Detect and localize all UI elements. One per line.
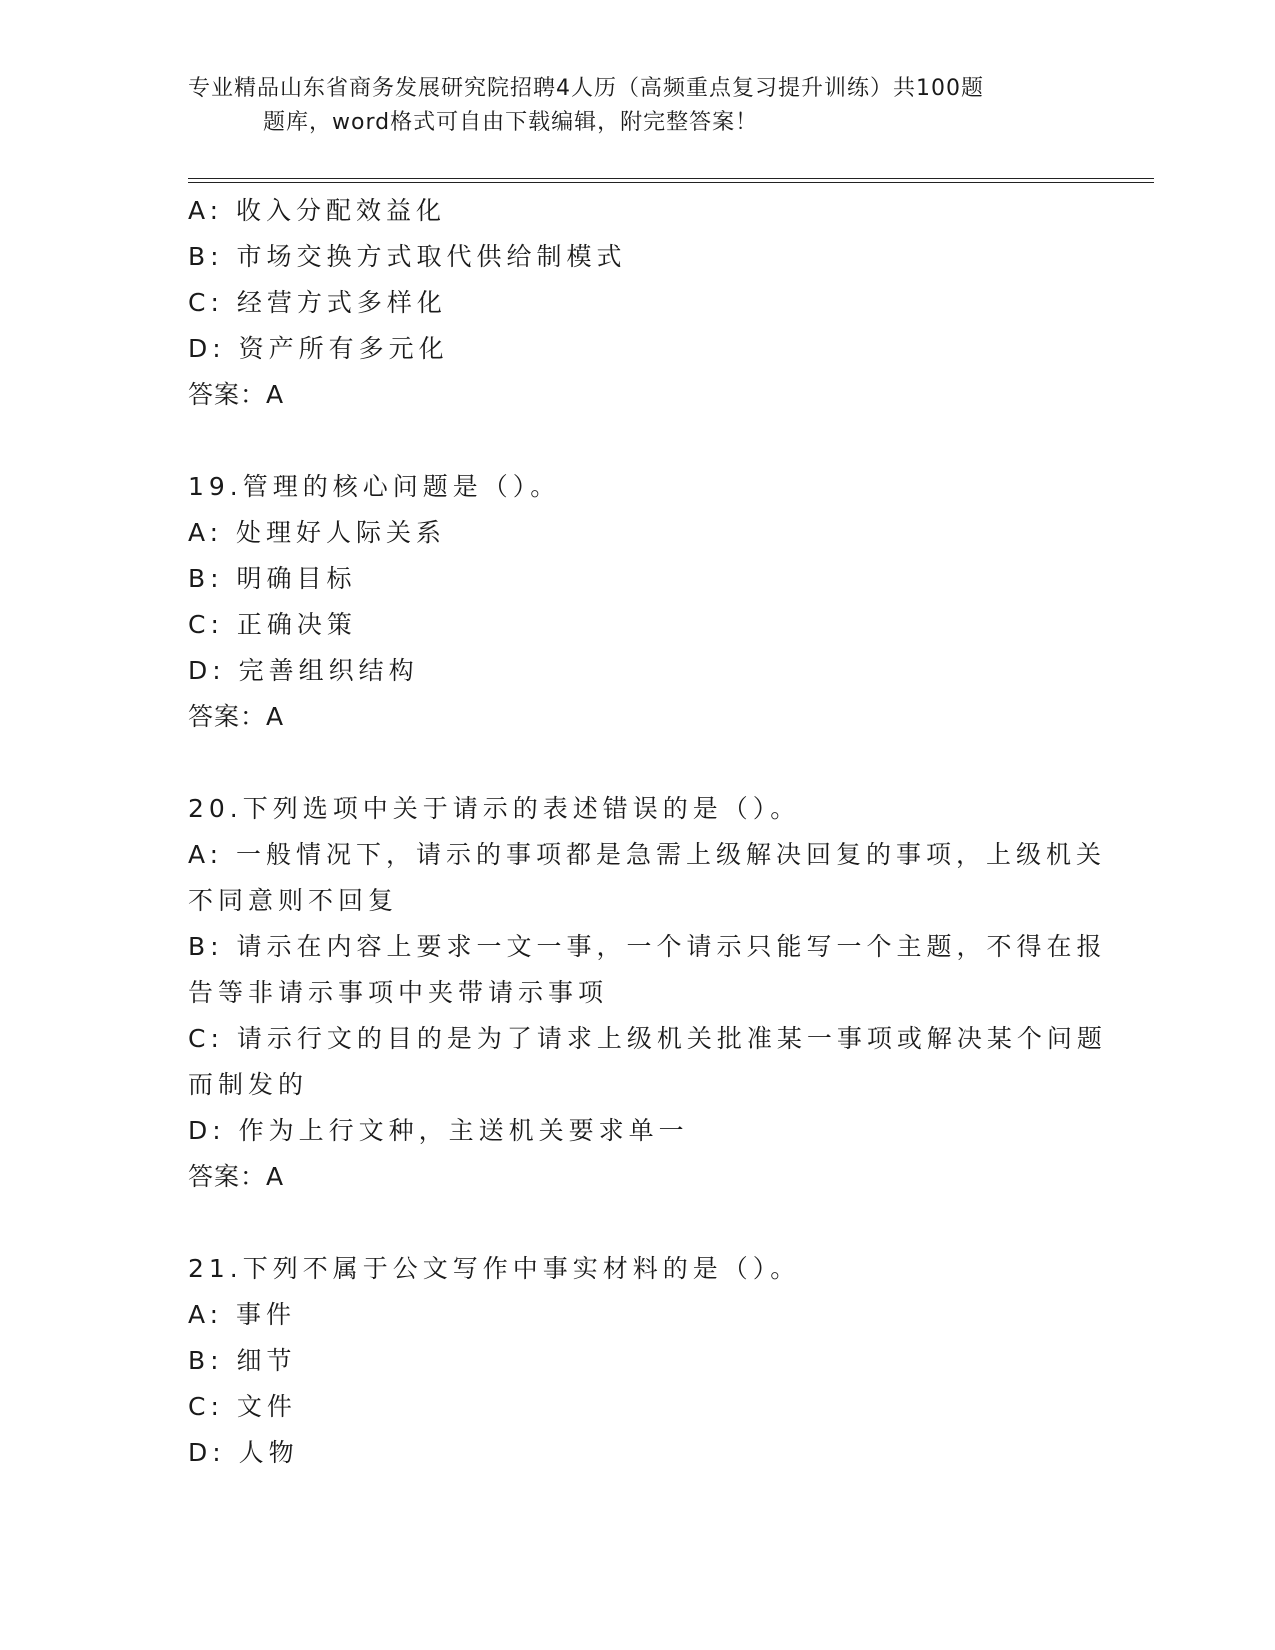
option-c-line1: C: 请示行文的目的是为了请求上级机关批准某一事项或解决某个问题 <box>188 1024 1107 1053</box>
option-b-line2: 告等非请示事项中夹带请示事项 <box>188 978 609 1007</box>
option-a: A: 事件 <box>188 1300 297 1329</box>
spacer <box>188 418 1088 464</box>
option-d: D: 作为上行文种，主送机关要求单一 <box>188 1116 689 1145</box>
question-20 <box>188 786 1107 1200</box>
document-body <box>188 188 1107 1476</box>
option-c: C: 文件 <box>188 1392 297 1421</box>
header-title-line1: 专业精品山东省商务发展研究院招聘4人历（高频重点复习提升训练）共100题 <box>188 76 984 101</box>
option-b: B: 细节 <box>188 1346 297 1375</box>
answer: 答案：A <box>188 1162 285 1191</box>
option-c-line2: 而制发的 <box>188 1070 309 1099</box>
spacer <box>188 1200 1088 1246</box>
option-d: D: 人物 <box>188 1438 299 1467</box>
option-a-line1: A: 一般情况下，请示的事项都是急需上级解决回复的事项，上级机关 <box>188 840 1107 869</box>
option-c: C: 经营方式多样化 <box>188 288 447 317</box>
option-d: D: 完善组织结构 <box>188 656 419 685</box>
document-header <box>188 72 1088 140</box>
spacer <box>188 740 1088 786</box>
question-stem: 20.下列选项中关于请示的表述错误的是（）。 <box>188 794 801 823</box>
option-a-line2: 不同意则不回复 <box>188 886 399 915</box>
question-19 <box>188 464 1088 740</box>
option-b: B: 市场交换方式取代供给制模式 <box>188 242 627 271</box>
question-21 <box>188 1246 1088 1476</box>
option-b-line1: B: 请示在内容上要求一文一事，一个请示只能写一个主题，不得在报 <box>188 932 1107 961</box>
option-c: C: 正确决策 <box>188 610 357 639</box>
answer: 答案：A <box>188 380 285 409</box>
option-a: A: 收入分配效益化 <box>188 196 447 225</box>
option-a: A: 处理好人际关系 <box>188 518 447 547</box>
header-divider <box>188 178 1154 183</box>
header-title-line2: 题库，word格式可自由下载编辑，附完整答案！ <box>263 110 759 135</box>
question-stem: 21.下列不属于公文写作中事实材料的是（）。 <box>188 1254 801 1283</box>
question-stem: 19.管理的核心问题是（）。 <box>188 472 561 501</box>
question-18-partial <box>188 188 1088 418</box>
option-b: B: 明确目标 <box>188 564 357 593</box>
answer: 答案：A <box>188 702 285 731</box>
option-d: D: 资产所有多元化 <box>188 334 449 363</box>
